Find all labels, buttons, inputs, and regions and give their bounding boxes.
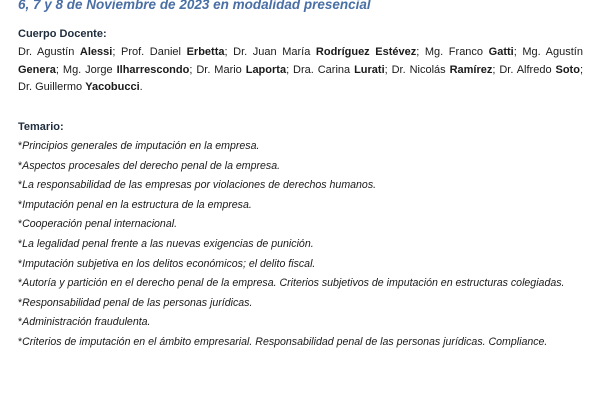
topic-bullet: * <box>18 179 23 192</box>
topic-text: Responsabilidad penal de las personas jurídicas. <box>22 296 253 309</box>
faculty-member <box>196 64 293 76</box>
topic-bullet: * <box>18 335 23 348</box>
faculty-separator: ; <box>112 46 121 58</box>
topic-text: Administración fraudulenta. <box>22 316 151 329</box>
faculty-member-title-name: Dr. Alfredo <box>499 63 556 76</box>
faculty-member-title-name: Dr. Nicolás <box>391 63 450 76</box>
faculty-member <box>233 46 425 58</box>
faculty-member-surname: Genera <box>18 63 56 76</box>
topic-text: La legalidad penal frente a las nuevas exigencias de punición. <box>22 237 314 250</box>
topic-item <box>18 236 584 252</box>
topic-text: La responsabilidad de las empresas por violaciones de derechos humanos. <box>22 179 377 192</box>
topic-text: Cooperación penal internacional. <box>22 218 178 231</box>
faculty-separator: ; <box>189 63 197 76</box>
topic-bullet: * <box>18 159 23 172</box>
faculty-member-surname: Alessi <box>79 46 113 58</box>
topic-item <box>18 314 584 330</box>
faculty-member-surname: Ilharrescondo <box>116 63 190 76</box>
topic-text: Autoría y partición en el derecho penal de la empresa. Criterios subjetivos de imputación en estructuras colegiadas. <box>22 277 565 290</box>
faculty-member-surname: Lurati <box>354 63 385 76</box>
topic-bullet: * <box>18 316 23 329</box>
faculty-separator: ; <box>286 63 294 76</box>
topic-text: Imputación penal en la estructura de la empresa. <box>22 198 252 211</box>
faculty-member-title-name: Dra. Carina <box>293 63 355 76</box>
faculty-member-surname: Gatti <box>488 46 514 58</box>
topics-list <box>18 138 584 354</box>
topic-item <box>18 216 584 232</box>
faculty-separator: ; <box>492 63 500 76</box>
faculty-member-title-name: Dr. Juan María <box>233 46 316 58</box>
faculty-member-surname: Rodríguez Estévez <box>315 46 417 58</box>
topic-text: Imputación subjetiva en los delitos económicos; el delito fiscal. <box>22 257 316 270</box>
faculty-member-title-name: Mg. Agustín <box>522 46 583 58</box>
faculty-member <box>63 64 196 76</box>
topic-item <box>18 275 584 291</box>
topic-bullet: * <box>18 237 23 250</box>
faculty-separator: . <box>139 81 143 93</box>
topic-item <box>18 158 584 174</box>
topic-item <box>18 334 584 350</box>
faculty-separator: ; <box>384 63 392 76</box>
faculty-member <box>18 46 121 58</box>
faculty-member-title-name: Dr. Agustín <box>18 46 80 58</box>
faculty-member <box>499 64 583 76</box>
topic-text: Aspectos procesales del derecho penal de la empresa. <box>22 159 281 172</box>
faculty-member-surname: Ramírez <box>449 63 493 76</box>
topic-item <box>18 295 584 311</box>
topic-bullet: * <box>18 140 23 152</box>
faculty-member-surname: Laporta <box>245 63 287 76</box>
topic-bullet: * <box>18 257 23 270</box>
topic-bullet: * <box>18 218 23 231</box>
faculty-member-title-name: Mg. Jorge <box>62 63 117 76</box>
topic-bullet: * <box>18 198 23 211</box>
topic-bullet: * <box>18 277 23 290</box>
topic-item <box>18 177 584 193</box>
faculty-separator: ; <box>579 63 583 76</box>
faculty-member-surname: Soto <box>555 63 580 76</box>
faculty-member-title-name: Dr. Guillermo <box>18 81 86 93</box>
faculty-member-title-name: Mg. Franco <box>424 46 489 58</box>
faculty-separator: ; <box>513 46 523 58</box>
topics-heading: Temario: <box>18 121 64 133</box>
faculty-member <box>121 46 233 58</box>
faculty-heading: Cuerpo Docente: <box>18 28 107 40</box>
faculty-member-title-name: Dr. Mario <box>196 63 246 76</box>
topic-item <box>18 138 584 154</box>
faculty-member <box>18 81 143 93</box>
faculty-list <box>18 44 583 97</box>
faculty-separator: ; <box>55 63 63 76</box>
faculty-member-title-name: Prof. Daniel <box>120 46 187 58</box>
faculty-member <box>425 46 522 58</box>
faculty-member-surname: Yacobucci <box>85 81 140 93</box>
topic-text: Principios generales de imputación en la empresa. <box>22 140 260 152</box>
faculty-member <box>392 64 500 76</box>
topic-item <box>18 197 584 213</box>
event-dates-subtitle: 6, 7 y 8 de Noviembre de 2023 en modalidad presencial <box>18 0 371 12</box>
faculty-member-surname: Erbetta <box>186 46 225 58</box>
faculty-separator: ; <box>224 46 234 58</box>
faculty-separator: ; <box>416 46 425 58</box>
topic-text: Criterios de imputación en el ámbito empresarial. Responsabilidad penal de las personas jurídicas. Compliance. <box>22 335 548 348</box>
faculty-member <box>293 64 392 76</box>
topic-bullet: * <box>18 296 23 309</box>
topic-item <box>18 256 584 272</box>
